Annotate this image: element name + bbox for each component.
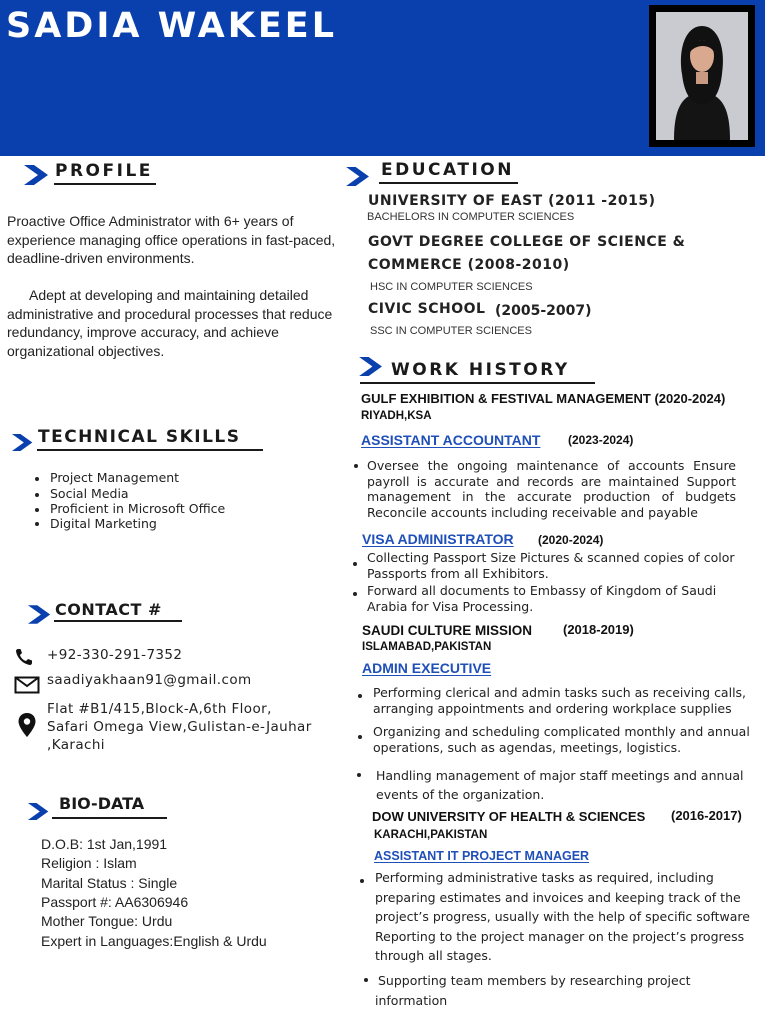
skills-heading: TECHNICAL SKILLS xyxy=(38,427,241,447)
education-school: GOVT DEGREE COLLEGE OF SCIENCE & xyxy=(368,234,686,250)
biodata-item: Expert in Languages:English & Urdu xyxy=(41,933,267,949)
section-arrow-icon xyxy=(359,357,384,376)
job-role-dates: (2020-2024) xyxy=(538,533,604,547)
job-bullet: Performing administrative tasks as required, including preparing estimates and invoices and keeping track of the project’s progress, usually with the help of specific software Reporting to the project manager on the project’s progress through all stages. xyxy=(375,870,750,963)
job-role: ASSISTANT IT PROJECT MANAGER xyxy=(374,849,590,863)
phone-icon xyxy=(15,648,35,666)
skill-item: Social Media xyxy=(50,486,129,501)
job-bullet: Oversee the ongoing maintenance of accounts Ensure payroll is accurate and records are maintained Support management in the accurate production of budgets Reconcile accounts including receivable and payable xyxy=(367,458,736,520)
job-dates: (2018-2019) xyxy=(563,622,634,637)
bullet xyxy=(353,592,357,596)
bullet xyxy=(35,508,39,512)
education-years: (2005-2007) xyxy=(495,303,592,319)
education-heading: EDUCATION xyxy=(381,160,514,180)
job-bullet: Organizing and scheduling complicated monthly and annual operations, such as agendas, meetings, logistics. xyxy=(373,724,750,755)
education-underline xyxy=(379,182,518,184)
education-school: CIVIC SCHOOL xyxy=(368,301,486,317)
profile-photo xyxy=(649,5,755,147)
bullet xyxy=(358,694,362,698)
postal-address: Flat #B1/415,Block-A,6th Floor, Safari Omega View,Gulistan-e-Jauhar ,Karachi xyxy=(47,701,312,753)
job-bullet: Collecting Passport Size Pictures & scanned copies of color Passports from all Exhibitors. xyxy=(367,550,735,581)
profile-photo-image xyxy=(656,12,748,140)
education-school: UNIVERSITY OF EAST (2011 -2015) xyxy=(368,193,656,209)
work-underline xyxy=(360,382,595,384)
mail-icon xyxy=(14,676,40,694)
section-arrow-icon xyxy=(24,165,50,185)
contact-heading: CONTACT # xyxy=(55,600,162,619)
section-arrow-icon xyxy=(28,605,52,624)
job-role: ADMIN EXECUTIVE xyxy=(362,660,492,676)
section-arrow-icon xyxy=(28,803,50,820)
skills-underline xyxy=(37,449,263,451)
job-location: RIYADH,KSA xyxy=(361,410,432,422)
job-company: DOW UNIVERSITY OF HEALTH & SCIENCES xyxy=(372,809,646,824)
bullet xyxy=(357,773,361,777)
education-degree: HSC IN COMPUTER SCIENCES xyxy=(370,281,533,293)
bullet xyxy=(35,493,39,497)
bullet xyxy=(35,522,39,526)
contact-underline xyxy=(54,620,182,622)
biodata-item: Mother Tongue: Urdu xyxy=(41,913,173,929)
profile-paragraph-1: Proactive Office Administrator with 6+ years of experience managing office operations in fast-paced, deadline-driven environments. xyxy=(7,213,336,266)
biodata-heading: BIO-DATA xyxy=(59,794,145,813)
section-arrow-icon xyxy=(12,434,34,451)
bullet xyxy=(360,879,364,883)
bullet xyxy=(364,978,368,982)
education-school: COMMERCE (2008-2010) xyxy=(368,257,570,273)
work-heading: WORK HISTORY xyxy=(391,360,570,380)
skill-item: Project Management xyxy=(50,470,180,485)
biodata-underline xyxy=(52,817,167,819)
job-bullet: Handling management of major staff meetings and annual events of the organization. xyxy=(376,768,744,802)
section-arrow-icon xyxy=(346,167,371,186)
job-location: ISLAMABAD,PAKISTAN xyxy=(362,641,492,653)
job-role-dates: (2023-2024) xyxy=(568,433,634,447)
bullet xyxy=(354,464,358,468)
job-company: SAUDI CULTURE MISSION xyxy=(362,623,533,638)
job-dates: (2016-2017) xyxy=(671,808,742,823)
profile-paragraph-2: Adept at developing and maintaining detailed administrative and procedural processes that reduce redundancy, improve accuracy, and achieve organizational objectives. xyxy=(7,287,333,359)
skill-item: Proficient in Microsoft Office xyxy=(50,501,226,516)
job-role: ASSISTANT ACCOUNTANT xyxy=(361,432,541,448)
candidate-name: SADIA WAKEEL xyxy=(6,6,338,46)
profile-underline xyxy=(54,183,156,185)
job-location: KARACHI,PAKISTAN xyxy=(374,829,488,841)
email-address[interactable]: saadiyakhaan91@gmail.com xyxy=(47,672,252,688)
biodata-item: D.O.B: 1st Jan,1991 xyxy=(41,836,168,852)
bullet xyxy=(353,562,357,566)
education-degree: BACHELORS IN COMPUTER SCIENCES xyxy=(367,211,575,223)
profile-heading: PROFILE xyxy=(55,161,153,181)
education-degree: SSC IN COMPUTER SCIENCES xyxy=(370,325,532,337)
phone-number[interactable]: +92-330-291-7352 xyxy=(47,647,183,663)
bullet xyxy=(358,735,362,739)
skill-item: Digital Marketing xyxy=(50,516,157,531)
job-role: VISA ADMINISTRATOR xyxy=(362,531,514,547)
bullet xyxy=(35,477,39,481)
biodata-item: Religion : Islam xyxy=(41,855,137,871)
job-bullet: Performing clerical and admin tasks such as receiving calls, arranging appointments and ordering workplace supplies xyxy=(373,685,747,716)
location-pin-icon xyxy=(17,712,37,738)
portrait-icon xyxy=(656,12,748,140)
biodata-item: Passport #: AA6306946 xyxy=(41,894,189,910)
job-bullet: Forward all documents to Embassy of Kingdom of Saudi Arabia for Visa Processing. xyxy=(367,583,717,614)
job-bullet: Supporting team members by researching project information xyxy=(375,973,691,1008)
job-company: GULF EXHIBITION & FESTIVAL MANAGEMENT (2020-2024) xyxy=(361,391,726,406)
header-banner xyxy=(0,0,765,156)
biodata-item: Marital Status : Single xyxy=(41,875,178,891)
